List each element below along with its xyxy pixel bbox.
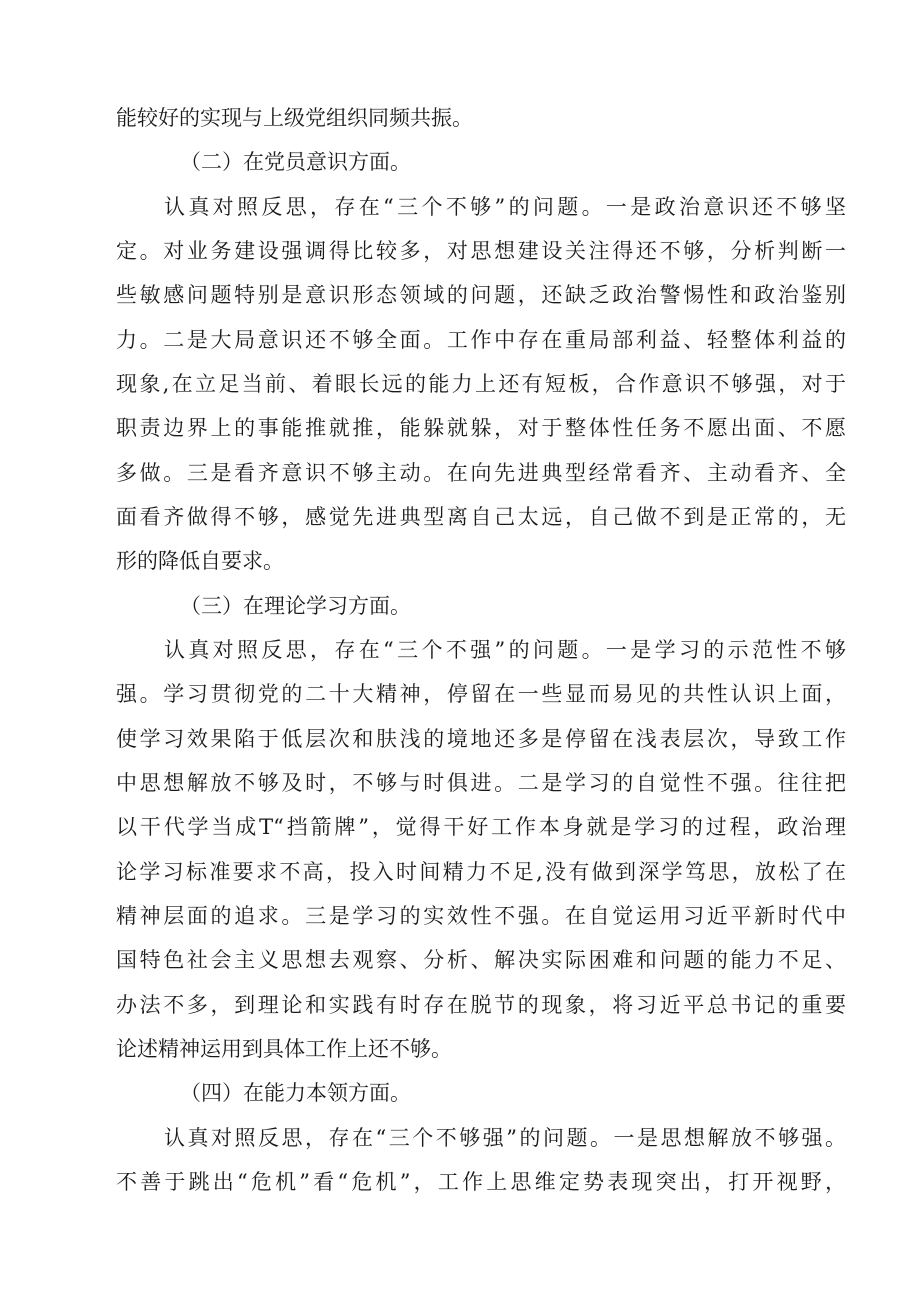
section-heading: （二）在党员意识方面。 — [180, 150, 411, 174]
paragraph-line: 面看齐做得不够，感觉先进典型离自己太远，自己做不到是正常的，无 — [116, 505, 846, 529]
paragraph-line: 多做。三是看齐意识不够主动。在向先进典型经常看齐、主动看齐、全 — [116, 461, 846, 485]
paragraph-line: 使学习效果陷于低层次和肤浅的境地还多是停留在浅表层次，导致工作 — [116, 727, 846, 751]
paragraph-line: 定。对业务建设强调得比较多，对思想建设关注得还不够，分析判断一 — [116, 239, 846, 263]
paragraph-line: 论学习标准要求不高，投入时间精力不足,没有做到深学笃思，放松了在 — [116, 860, 846, 884]
paragraph-line: 办法不多，到理论和实践有时存在脱节的现象，将习近平总书记的重要 — [116, 993, 846, 1017]
paragraph-line: 些敏感问题特别是意识形态领域的问题，还缺乏政治警惕性和政治鉴别 — [116, 283, 846, 307]
paragraph-line: 现象,在立足当前、着眼长远的能力上还有短板，合作意识不够强，对于 — [116, 372, 846, 396]
paragraph-line: 论述精神运用到具体工作上还不够。 — [116, 1037, 452, 1061]
paragraph-line: 国特色社会主义思想去观察、分析、解决实际困难和问题的能力不足、 — [116, 948, 846, 972]
paragraph-line: 认真对照反思，存在“三个不强”的问题。一是学习的示范性不够 — [164, 638, 846, 662]
paragraph-line: 能较好的实现与上级党组织同频共振。 — [116, 106, 473, 130]
paragraph-line: 不善于跳出“危机”看“危机”，工作上思维定势表现突出，打开视野， — [116, 1170, 846, 1194]
paragraph-line: 中思想解放不够及时，不够与时俱进。二是学习的自觉性不强。往往把 — [116, 771, 846, 795]
section-heading: （三）在理论学习方面。 — [180, 594, 411, 618]
paragraph-line: 以干代学当成T“挡箭牌”，觉得干好工作本身就是学习的过程，政治理 — [116, 815, 846, 839]
paragraph-line: 强。学习贯彻党的二十大精神，停留在一些显而易见的共性认识上面， — [116, 682, 846, 706]
paragraph-line: 力。二是大局意识还不够全面。工作中存在重局部利益、轻整体利益的 — [116, 328, 846, 352]
paragraph-line: 形的降低自要求。 — [116, 549, 284, 573]
paragraph-line: 职责边界上的事能推就推，能躲就躲，对于整体性任务不愿出面、不愿 — [116, 416, 846, 440]
section-heading: （四）在能力本领方面。 — [180, 1081, 411, 1105]
paragraph-line: 认真对照反思，存在“三个不够强”的问题。一是思想解放不够强。 — [164, 1126, 846, 1150]
paragraph-line: 精神层面的追求。三是学习的实效性不强。在自觉运用习近平新时代中 — [116, 904, 846, 928]
paragraph-line: 认真对照反思，存在“三个不够”的问题。一是政治意识还不够坚 — [164, 195, 846, 219]
